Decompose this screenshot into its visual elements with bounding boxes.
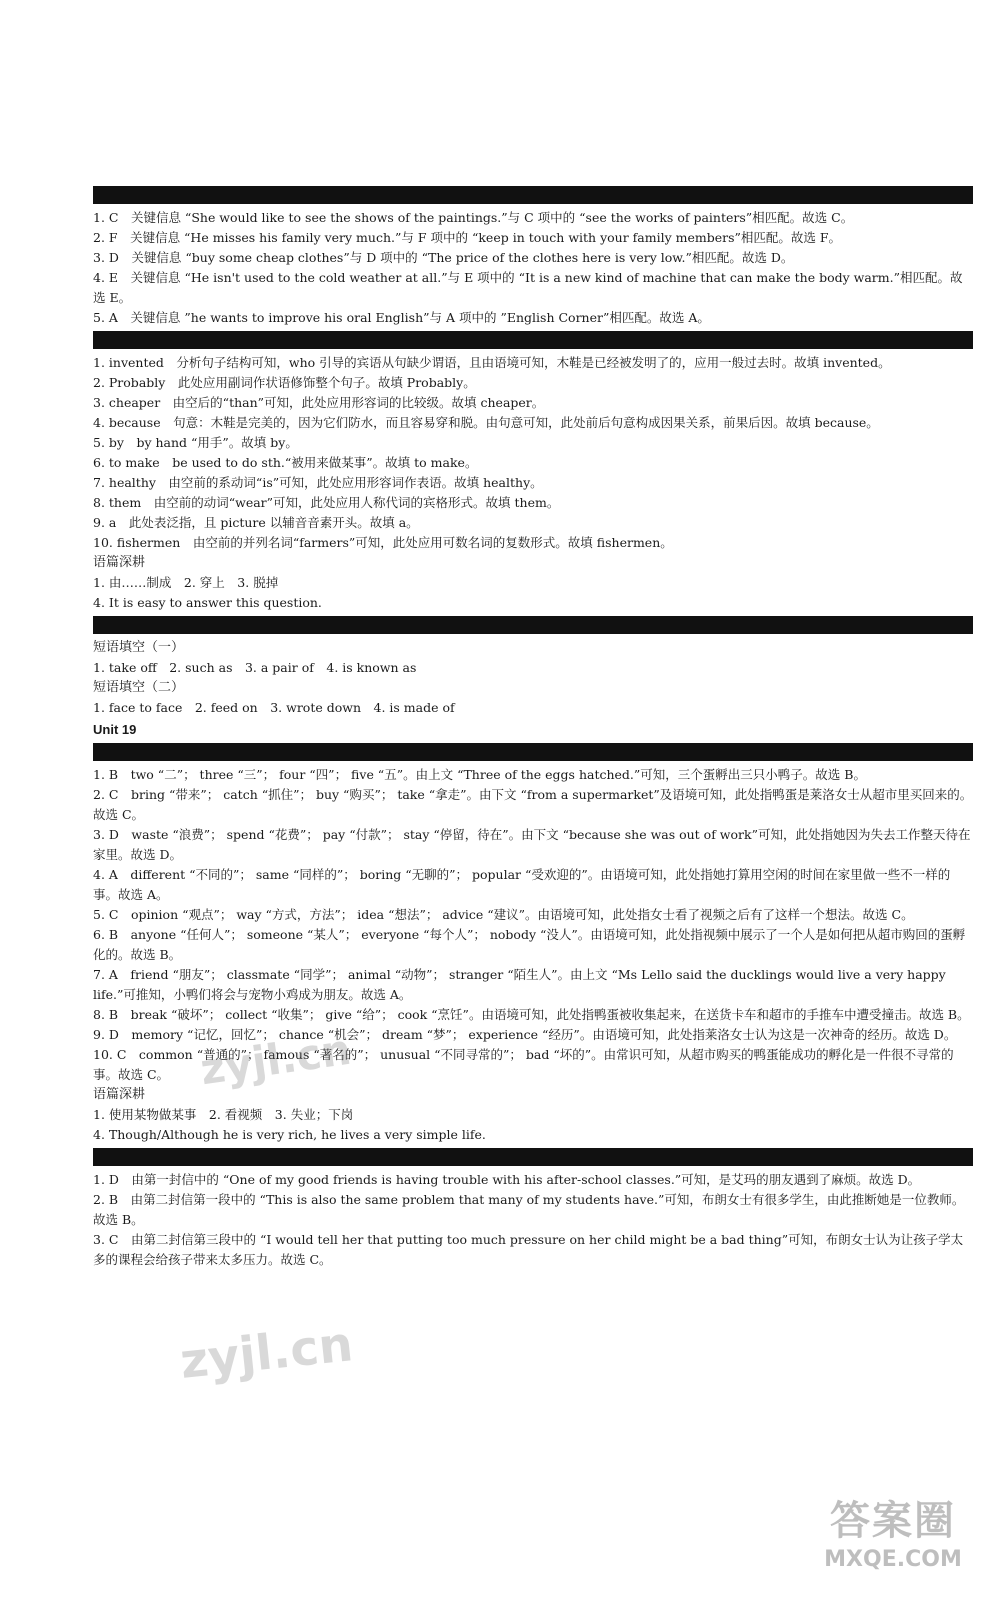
- answer-line: 2. C bring “带来”； catch “抓住”； buy “购买”； take “拿走”。由下文 “from a supermarket”及语境可知，此处指鸭蛋是莱洛女士从超市里买回来的。故选 C。: [93, 787, 973, 822]
- answer-line: 1. 由……制成 2. 穿上 3. 脱掉: [93, 575, 279, 590]
- phrase-fill-heading: 短语填空（一）: [93, 640, 185, 655]
- answer-line: 2. Probably 此处应用副词作状语修饰整个句子。故填 Probably。: [93, 375, 476, 390]
- section-bar-2: [93, 331, 973, 349]
- answer-line: 5. C opinion “观点”； way “方式，方法”； idea “想法”； advice “建议”。由语境可知，此处指女士看了视频之后有了这样一个想法。故选 C。: [93, 907, 914, 922]
- answer-line: 2. B 由第二封信第一段中的 “This is also the same problem that many of my students have.”可知，布朗女士有很多学生，由此推断她是一位教师。故选 B。: [93, 1192, 965, 1227]
- answer-line: 3. D waste “浪费”； spend “花费”； pay “付款”； stay “停留，待在”。由下文 “because she was out of work”可知，此处指她因为失去工作整天待在家里。故选 D。: [93, 827, 971, 862]
- answer-line: 10. C common “普通的”； famous “著名的”； unusual “不同寻常的”； bad “坏的”。由常识可知，从超市购买的鸭蛋能成功的孵化是一件很不寻常的事。故选 C。: [93, 1047, 954, 1082]
- phrase-fill-heading: 短语填空（二）: [93, 680, 185, 695]
- section-3-answers: [93, 638, 973, 740]
- answer-line: 7. A friend “朋友”； classmate “同学”； animal “动物”； stranger “陌生人”。由上文 “Ms Lello said the ducklings would live a very happy life.”可推知，小鸭们将会与宠物小鸡成为朋友。故选 A。: [93, 967, 946, 1002]
- answer-line: 4. Though/Although he is very rich, he lives a very simple life.: [93, 1127, 486, 1142]
- answer-line: 5. by by hand “用手”。故填 by。: [93, 435, 298, 450]
- answer-line: 3. cheaper 由空后的“than”可知，此处应用形容词的比较级。故填 cheaper。: [93, 395, 545, 410]
- answer-line: 4. A different “不同的”； same “同样的”； boring “无聊的”； popular “受欢迎的”。由语境可知，此处指她打算用空闲的时间在家里做一些不一样的事。故选 A。: [93, 867, 951, 902]
- answer-line: 3. C 由第二封信第三段中的 “I would tell her that putting too much pressure on her child might be a bad thing”可知，布朗女士认为让孩子学太多的课程会给孩子带来太多压力。故选 C。: [93, 1232, 964, 1267]
- unit-title: Unit 19: [93, 722, 137, 737]
- answer-line: 6. to make be used to do sth.“被用来做某事”。故填 to make。: [93, 455, 478, 470]
- section-bar-4: [93, 743, 973, 761]
- logo-text: 答案圈: [830, 1498, 956, 1544]
- answer-line: 4. because 句意：木鞋是完美的，因为它们防水，而且容易穿和脱。由句意可知，此处前后句意构成因果关系，前果后因。故填 because。: [93, 415, 879, 430]
- answer-line: 4. E 关键信息 “He isn't used to the cold weather at all.”与 E 项中的 “It is a new kind of machine that can make the body warm.”相匹配。故选 E。: [93, 270, 963, 305]
- answer-line: 1. D 由第一封信中的 “One of my good friends is having trouble with his after-school classes.”可知，是艾玛的朋友遇到了麻烦。故选 D。: [93, 1172, 921, 1187]
- deep-reading-heading: 语篇深耕: [93, 1087, 146, 1102]
- answer-line: 6. B anyone “任何人”； someone “某人”； everyone “每个人”； nobody “没人”。由语境可知，此处指视频中展示了一个人是如何把从超市购回的蛋孵化的。故选 B。: [93, 927, 966, 962]
- answer-line: 8. B break “破坏”； collect “收集”； give “给”； cook “烹饪”。由语境可知，此处指鸭蛋被收集起来，在送货卡车和超市的手推车中遭受撞击。故选 B。: [93, 1007, 970, 1022]
- answer-line: 2. F 关键信息 “He misses his family very much.”与 F 项中的 “keep in touch with your family members”相匹配。故选 F。: [93, 230, 842, 245]
- site-logo: [808, 1497, 978, 1587]
- answer-line: 7. healthy 由空前的系动词“is”可知，此处应用形容词作表语。故填 healthy。: [93, 475, 543, 490]
- answer-line: 1. B two “二”； three “三”； four “四”； five “五”。由上文 “Three of the eggs hatched.”可知，三个蛋孵出三只小鸭子。故选 B。: [93, 767, 866, 782]
- section-2-answers: [93, 353, 973, 613]
- section-4-answers: [93, 765, 973, 1145]
- answer-line: 8. them 由空前的动词“wear”可知，此处应用人称代词的宾格形式。故填 them。: [93, 495, 560, 510]
- answer-page: [93, 183, 973, 1270]
- answer-line: 9. a 此处表泛指，且 picture 以辅音音素开头。故填 a。: [93, 515, 419, 530]
- answer-line: 5. A 关键信息 ”he wants to improve his oral English”与 A 项中的 ”English Corner”相匹配。故选 A。: [93, 310, 710, 325]
- answer-line: 1. take off 2. such as 3. a pair of 4. is known as: [93, 660, 417, 675]
- section-bar-1: [93, 186, 973, 204]
- deep-reading-heading: 语篇深耕: [93, 555, 146, 570]
- watermark: zyjl.cn: [197, 1024, 355, 1095]
- section-5-answers: [93, 1170, 973, 1270]
- answer-line: 3. D 关键信息 “buy some cheap clothes”与 D 项中的 “The price of the clothes here is very low.”相匹配。故选 D。: [93, 250, 794, 265]
- answer-line: 4. It is easy to answer this question.: [93, 595, 322, 610]
- section-1-answers: [93, 208, 973, 328]
- logo-domain: MXQE.COM: [824, 1547, 962, 1572]
- answer-line: 1. C 关键信息 “She would like to see the shows of the paintings.”与 C 项中的 “see the works of painters”相匹配。故选 C。: [93, 210, 854, 225]
- answer-line: 9. D memory “记忆，回忆”； chance “机会”； dream “梦”； experience “经历”。由语境可知，此处指莱洛女士认为这是一次神奇的经历。故选 D。: [93, 1027, 957, 1042]
- answer-line: 1. 使用某物做某事 2. 看视频 3. 失业；下岗: [93, 1107, 354, 1122]
- answer-line: 1. face to face 2. feed on 3. wrote down 4. is made of: [93, 700, 455, 715]
- section-bar-3: [93, 616, 973, 634]
- section-bar-5: [93, 1148, 973, 1166]
- answer-line: 10. fishermen 由空前的并列名词“farmers”可知，此处应用可数名词的复数形式。故填 fishermen。: [93, 535, 673, 550]
- answer-line: 1. invented 分析句子结构可知，who 引导的宾语从句缺少谓语，且由语境可知，木鞋是已经被发明了的，应用一般过去时。故填 invented。: [93, 355, 891, 370]
- watermark: zyjl.cn: [177, 1316, 356, 1390]
